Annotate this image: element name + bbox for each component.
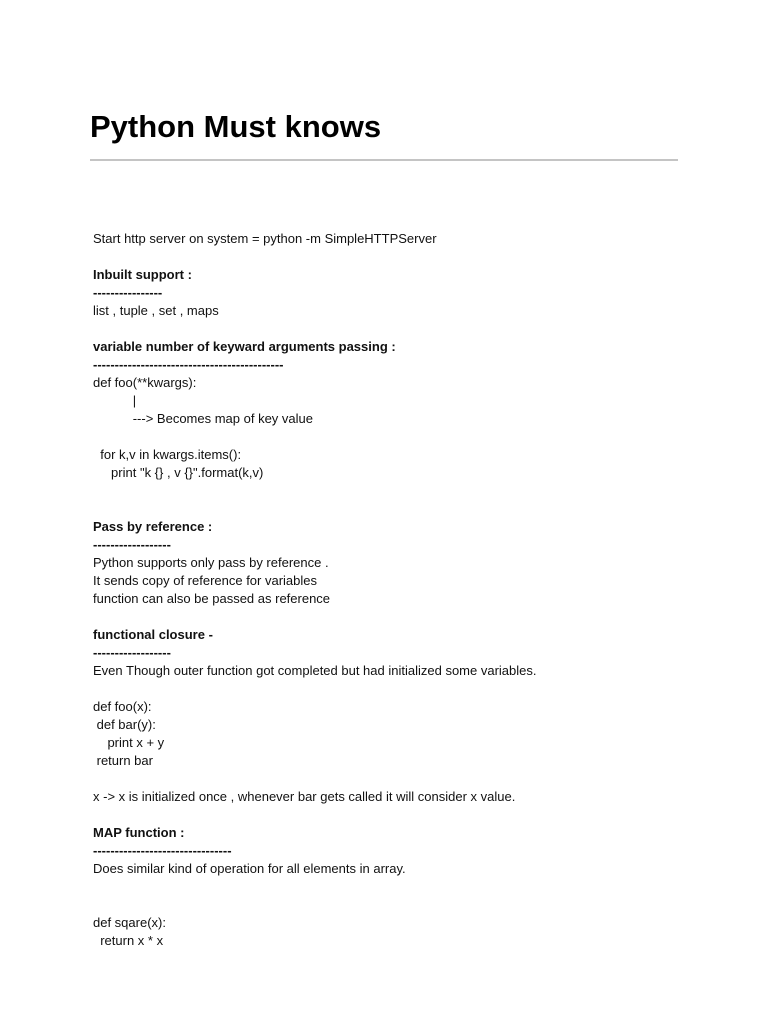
body-line: Even Though outer function got completed but had initialized some variables. <box>93 663 537 678</box>
body-line: | <box>93 393 137 408</box>
body-line: def bar(y): <box>93 717 156 732</box>
body-line: Start http server on system = python -m SimpleHTTPServer <box>93 231 437 246</box>
body-line <box>93 878 713 896</box>
section-heading-line: Inbuilt support : <box>93 267 192 282</box>
section-heading-line: ------------------ <box>93 645 171 660</box>
body-line: list , tuple , set , maps <box>93 303 219 318</box>
body-line: print "k {} , v {}".format(k,v) <box>93 465 264 480</box>
section-heading-line: MAP function : <box>93 825 185 840</box>
body-line <box>93 608 713 626</box>
body-line: print x + y <box>93 735 165 750</box>
body-line <box>93 320 713 338</box>
body-line <box>93 806 713 824</box>
page-title: Python Must knows <box>90 109 382 144</box>
body-line: def foo(**kwargs): <box>93 375 197 390</box>
body-line: def foo(x): <box>93 699 152 714</box>
title-divider <box>90 159 678 161</box>
body-line: Does similar kind of operation for all elements in array. <box>93 861 406 876</box>
section-heading-line: -------------------------------------------- <box>93 357 284 372</box>
body-line <box>93 770 713 788</box>
body-line: for k,v in kwargs.items(): <box>93 447 242 462</box>
body-line <box>93 482 713 500</box>
section-heading-line: ------------------ <box>93 537 171 552</box>
body-line: return x * x <box>93 933 164 948</box>
document-body <box>93 212 713 950</box>
body-line <box>93 680 713 698</box>
section-heading-line: variable number of keyward arguments passing : <box>93 339 396 354</box>
section-heading-line: Pass by reference : <box>93 519 213 534</box>
section-heading-line: functional closure - <box>93 627 213 642</box>
body-line <box>93 212 713 230</box>
section-heading-line: ---------------- <box>93 285 163 300</box>
body-line <box>93 500 713 518</box>
body-line: ---> Becomes map of key value <box>93 411 313 426</box>
section-heading-line: -------------------------------- <box>93 843 232 858</box>
body-line: It sends copy of reference for variables <box>93 573 318 588</box>
body-line: x -> x is initialized once , whenever bar gets called it will consider x value. <box>93 789 516 804</box>
body-line: Python supports only pass by reference . <box>93 555 329 570</box>
body-line: function can also be passed as reference <box>93 591 331 606</box>
body-line: def sqare(x): <box>93 915 166 930</box>
body-line <box>93 428 713 446</box>
body-line <box>93 248 713 266</box>
body-line <box>93 896 713 914</box>
body-line: return bar <box>93 753 153 768</box>
